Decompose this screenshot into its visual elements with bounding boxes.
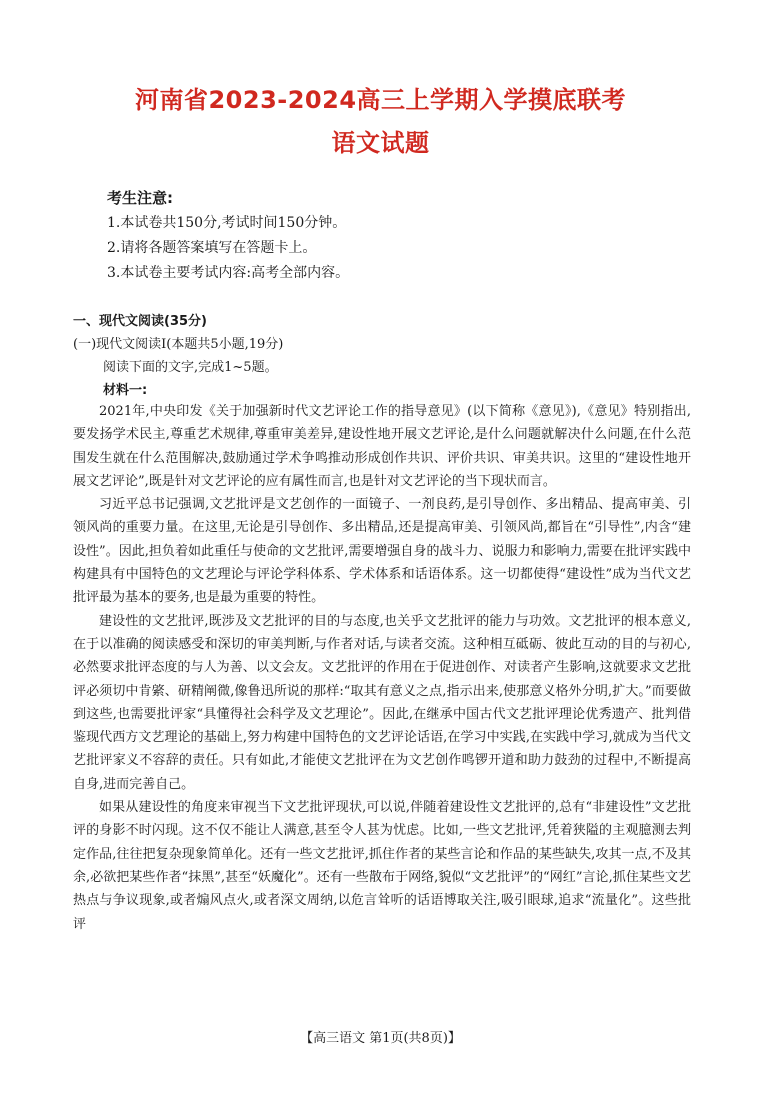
exam-title: 河南省2023-2024高三上学期入学摸底联考 [134, 86, 627, 114]
reading-passage [73, 400, 691, 936]
material-label: 材料一: [103, 383, 148, 398]
exam-subtitle: 语文试题 [331, 129, 430, 157]
notice-item: 1.本试卷共150分,考试时间150分钟。 [107, 215, 347, 231]
passage-paragraph: 建设性的文艺批评,既涉及文艺批评的目的与态度,也关乎文艺批评的能力与功效。文艺批评的根本意义,在于以准确的阅读感受和深切的审美判断,与作者对话,与读者交流。这种相互砥砺、彼此互动的目的与初心,必然要求批评态度的与人为善、以文会友。文艺批评的作用在于促进创作、对读者产生影响,这就要求文艺批评必须切中肯綮、研精阐微,像鲁迅所说的那样:“取其有意义之点,指示出来,使那意义格外分明,扩大。”而要做到这些,也需要批评家“具懂得社会科学及文艺理论”。因此,在继承中国古代文艺批评理论优秀遗产、批判借鉴现代西方文艺理论的基础上,努力构建中国特色的文艺评论话语,在学习中实践,在实践中学习,就成为当代文艺批评家义不容辞的责任。只有如此,才能使文艺批评在为文艺创作鸣锣开道和助力鼓劲的过程中,不断提高自身,进而完善自己。 [73, 613, 691, 792]
part-heading: 一、现代文阅读(35分) [73, 314, 207, 329]
passage-paragraph: 如果从建设性的角度来审视当下文艺批评现状,可以说,伴随着建设性文艺批评的,总有“非建设性”文艺批评的身影不时闪现。这不仅不能让人满意,甚至令人甚为忧虑。比如,一些文艺批评,凭着狭隘的主观臆测去判定作品,往往把复杂现象简单化。还有一些文艺批评,抓住作者的某些言论和作品的某些缺失,攻其一点,不及其余,必欲把某些作者“抹黑”,甚至“妖魔化”。还有一些散布于网络,貌似“文艺批评”的“网红”言论,抓住某些文艺热点与争议现象,或者煽风点火,或者深文周纳,以危言耸听的话语博取关注,吸引眼球,追求“流量化”。这些批评 [73, 800, 691, 932]
candidate-notice [107, 186, 349, 286]
reading-instruction: 阅读下面的文字,完成1~5题。 [103, 360, 278, 375]
notice-heading: 考生注意: [107, 189, 173, 207]
notice-item: 2.请将各题答案填写在答题卡上。 [107, 240, 317, 256]
subsection-heading: (一)现代文阅读Ⅰ(本题共5小题,19分) [73, 337, 284, 352]
page-footer: 【高三语文 第1页(共8页)】 [300, 1031, 461, 1046]
notice-item: 3.本试卷主要考试内容:高考全部内容。 [107, 265, 350, 281]
passage-paragraph: 2021年,中央印发《关于加强新时代文艺评论工作的指导意见》(以下简称《意见》),《意见》特别指出,要发扬学术民主,尊重艺术规律,尊重审美差异,建设性地开展文艺评论,是什么问题就解决什么问题,在什么范围发生就在什么范围解决,鼓励通过学术争鸣推动形成创作共识、评价共识、审美共识。这里的“建设性地开展文艺评论”,既是针对文艺评论的应有属性而言,也是针对文艺评论的当下现状而言。 [73, 404, 691, 489]
passage-paragraph: 习近平总书记强调,文艺批评是文艺创作的一面镜子、一剂良药,是引导创作、多出精品、提高审美、引领风尚的重要力量。在这里,无论是引导创作、多出精品,还是提高审美、引领风尚,都旨在“引导性”,内含“建设性”。因此,担负着如此重任与使命的文艺批评,需要增强自身的战斗力、说服力和影响力,需要在批评实践中构建具有中国特色的文艺理论与评论学科体系、学术体系和话语体系。这一切都使得“建设性”成为当代文艺批评最为基本的要务,也是最为重要的特性。 [73, 497, 691, 606]
